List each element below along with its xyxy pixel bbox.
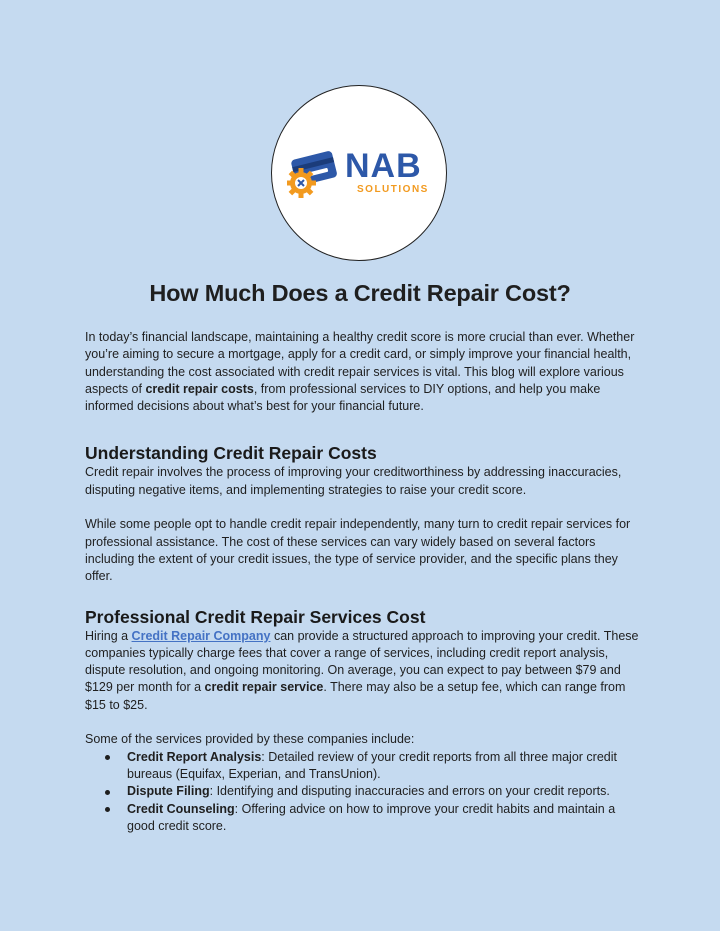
list-item: Credit Counseling: Offering advice on how to improve your credit habits and maintain a good credit score. <box>85 801 645 836</box>
article-body <box>85 329 645 835</box>
section1-paragraph-1: Credit repair involves the process of improving your creditworthiness by addressing inaccuracies, disputing negative items, and implementing strategies to raise your credit score. <box>85 465 622 497</box>
logo-badge <box>271 85 447 261</box>
nab-solutions-logo <box>287 141 432 201</box>
intro-paragraph: In today’s financial landscape, maintaining a healthy credit score is more crucial than ever. Whether you’re aiming to secure a mortgage, apply for a credit card, or simply improve your financial health, understanding the cost associated with credit repair services is vital. This blog will explore various aspects of credit repair costs, from professional services to DIY options, and help you make informed decisions about what’s best for your financial future. <box>85 330 635 414</box>
logo-brand-text: NAB <box>345 147 422 185</box>
section-heading-understanding: Understanding Credit Repair Costs <box>85 443 377 464</box>
logo-sub-text: SOLUTIONS <box>357 184 429 195</box>
list-item: Dispute Filing: Identifying and disputing inaccuracies and errors on your credit reports. <box>85 783 645 800</box>
credit-repair-company-link[interactable]: Credit Repair Company <box>131 628 271 643</box>
section2-paragraph-1: Hiring a Credit Repair Company can provide a structured approach to improving your credit. These companies typically charge fees that cover a range of services, including credit report analysis, dispute resolution, and ongoing monitoring. On average, you can expect to pay between $79 and $129 per month for a credit repair service. There may also be a setup fee, which can range from $15 to $25. <box>85 628 639 712</box>
page-title: How Much Does a Credit Repair Cost? <box>149 280 571 306</box>
services-list <box>85 749 645 835</box>
section2-paragraph-2: Some of the services provided by these companies include: <box>85 732 415 747</box>
list-item: Credit Report Analysis: Detailed review of your credit reports from all three major credit bureaus (Equifax, Experian, and TransUnion). <box>85 749 645 784</box>
section-heading-professional: Professional Credit Repair Services Cost <box>85 606 426 627</box>
section1-paragraph-2: While some people opt to handle credit repair independently, many turn to credit repair services for professional assistance. The cost of these services can vary widely based on several factors including the extent of your credit issues, the type of service provider, and the specific plans they offer. <box>85 517 631 584</box>
